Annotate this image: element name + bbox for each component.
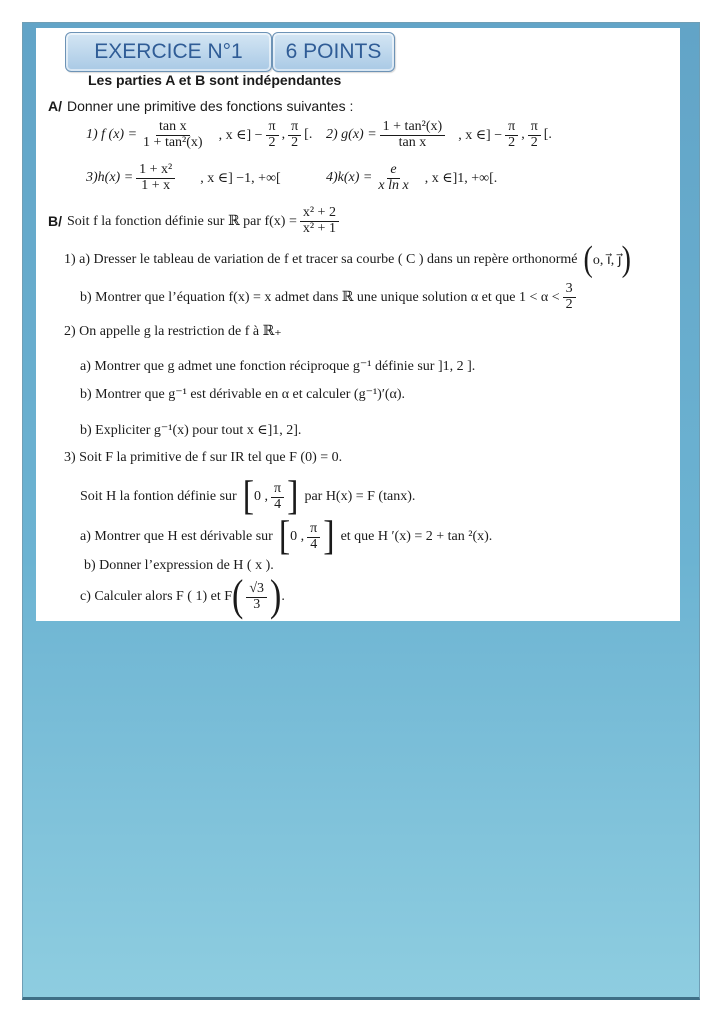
f1-lhs: 1) f (x) = <box>86 127 138 143</box>
f1-two-a: 2 <box>268 134 276 150</box>
pi-over-4-a <box>271 482 284 512</box>
k4-fraction <box>375 163 411 193</box>
points-tab: 6 POINTS <box>272 32 395 72</box>
f-num: x² + 2 <box>300 206 339 222</box>
sqrt3: √3 <box>246 582 267 598</box>
f1-two-b: 2 <box>291 134 299 150</box>
g2-num: 1 + tan²(x) <box>380 120 446 136</box>
g2-pi-over-2-b <box>528 120 541 150</box>
h3-lhs: 3)h(x) = <box>86 170 134 186</box>
k4-lhs: 4)k(x) = <box>326 170 373 186</box>
q3a-post: et que H ′(x) = 2 + tan ²(x). <box>340 529 493 544</box>
q3c-pre: c) Calculer alors F ( 1) et F <box>80 589 233 604</box>
q1b-text: b) Montrer que l’équation f(x) = x admet dans ℝ une unique solution α et que 1 < α < <box>80 289 560 305</box>
g2-den: tan x <box>398 134 427 150</box>
f1-domain-end: [. <box>304 127 313 143</box>
part-b-intro <box>48 206 342 236</box>
part-a-label: A/ <box>48 98 62 114</box>
q3h-pre: Soit H la fontion définie sur <box>80 489 237 504</box>
four-a: 4 <box>274 496 282 512</box>
question-3a <box>80 514 493 559</box>
f1-num: tan x <box>156 120 190 136</box>
bracket-open-b: [ <box>278 514 291 559</box>
f1-pi-over-2-a <box>266 120 279 150</box>
g2-pi-b: π <box>528 120 541 136</box>
exercise-document <box>36 28 680 621</box>
f1-fraction <box>140 120 206 150</box>
subtitle: Les parties A et B sont indépendantes <box>88 72 342 88</box>
final-period: . <box>281 589 285 604</box>
pi-a: π <box>271 482 284 498</box>
question-3: 3) Soit F la primitive de f sur IR tel que F (0) = 0. <box>64 450 343 465</box>
interval-left-b: 0 , <box>290 529 305 544</box>
k4-num: e <box>387 163 399 179</box>
question-2b: b) Montrer que g⁻¹ est dérivable en α et calculer (g⁻¹)′(α). <box>80 387 406 402</box>
h3-num: 1 + x² <box>136 163 175 179</box>
g2-two-b: 2 <box>530 134 538 150</box>
repere: o, i⃗, j⃗ <box>592 252 622 268</box>
repere-open: ( <box>583 239 593 280</box>
question-3c <box>80 572 285 621</box>
k4-domain: , x ∈]1, +∞[. <box>424 170 498 186</box>
q1b-fraction <box>563 282 576 312</box>
bracket-close: ] <box>287 474 299 519</box>
function-g2: 2) g(x) = $\frac{\text{1 + tan²(x)}}{\text{tan x}}$ , x ∈] − $\frac{\pi}{2}$ , $\frac{\pi}{2}$ [. <box>326 119 552 150</box>
h3-fraction <box>136 163 175 193</box>
q3a-pre: a) Montrer que H est dérivable sur <box>80 529 273 544</box>
paren-close: ) <box>270 572 282 621</box>
question-1b <box>80 282 579 312</box>
f-den: x² + 1 <box>302 220 336 236</box>
question-1a <box>64 239 631 280</box>
g2-pi-a: π <box>505 120 518 136</box>
question-3-h-definition <box>80 474 416 519</box>
f1-den: 1 + tan²(x) <box>143 134 203 150</box>
part-a-heading <box>48 98 353 114</box>
f1-pi-over-2-b <box>288 120 301 150</box>
g2-domain-end: [. <box>543 127 552 143</box>
question-2: 2) On appelle g la restriction de f à ℝ₊ <box>64 324 282 339</box>
question-2c: b) Expliciter g⁻¹(x) pour tout x ∈]1, 2]. <box>80 423 302 438</box>
pi-b: π <box>307 522 320 538</box>
q3h-post: par H(x) = F (tanx). <box>304 489 416 504</box>
f1-pi-a: π <box>266 120 279 136</box>
repere-close: ) <box>621 239 631 280</box>
f-definition-fraction <box>300 206 339 236</box>
g2-two-a: 2 <box>508 134 516 150</box>
interval-left: 0 , <box>254 489 269 504</box>
exercise-title-tab: EXERCICE N°1 <box>65 32 272 72</box>
h3-den: 1 + x <box>141 177 171 193</box>
question-2a: a) Montrer que g admet une fonction réciproque g⁻¹ définie sur ]1, 2 ]. <box>80 359 476 374</box>
part-b-label: B/ <box>48 213 62 230</box>
bracket-close-b: ] <box>323 514 335 559</box>
part-b-intro-text: Soit f la fonction définie sur ℝ par f(x) = <box>67 213 297 229</box>
q1a-text: 1) a) Dresser le tableau de variation de f et tracer sa courbe ( C ) dans un repère orthonormé <box>64 252 578 267</box>
g2-fraction <box>380 120 446 150</box>
f1-pi-b: π <box>288 120 301 136</box>
part-a-instruction: Donner une primitive des fonctions suivantes : <box>67 98 354 114</box>
k4-den: x ln x <box>378 177 409 193</box>
bracket-open: [ <box>242 474 255 519</box>
question-3b: b) Donner l’expression de H ( x ). <box>84 558 274 573</box>
sqrt3-over-3 <box>246 582 267 612</box>
paren-open: ( <box>232 572 244 621</box>
g2-lhs: 2) g(x) = <box>326 127 377 143</box>
four-b: 4 <box>310 536 318 552</box>
function-h3 <box>86 163 281 193</box>
h3-domain: , x ∈] −1, +∞[ <box>200 170 281 186</box>
g2-pi-over-2-a <box>505 120 518 150</box>
function-k4 <box>326 163 497 193</box>
q1b-num: 3 <box>563 282 576 298</box>
q1b-den: 2 <box>565 296 573 312</box>
three: 3 <box>253 596 261 612</box>
pi-over-4-b <box>307 522 320 552</box>
g2-domain: , x ∈] − <box>458 127 503 143</box>
function-f1: 1) f (x) = $\frac{\text{tan x}}{\text{1 + tan²(x)}}$ , x ∈] − $\frac{\pi}{2}$ , $\frac{\pi}{2}$ [. <box>86 119 313 150</box>
f1-domain: , x ∈] − <box>218 127 263 143</box>
